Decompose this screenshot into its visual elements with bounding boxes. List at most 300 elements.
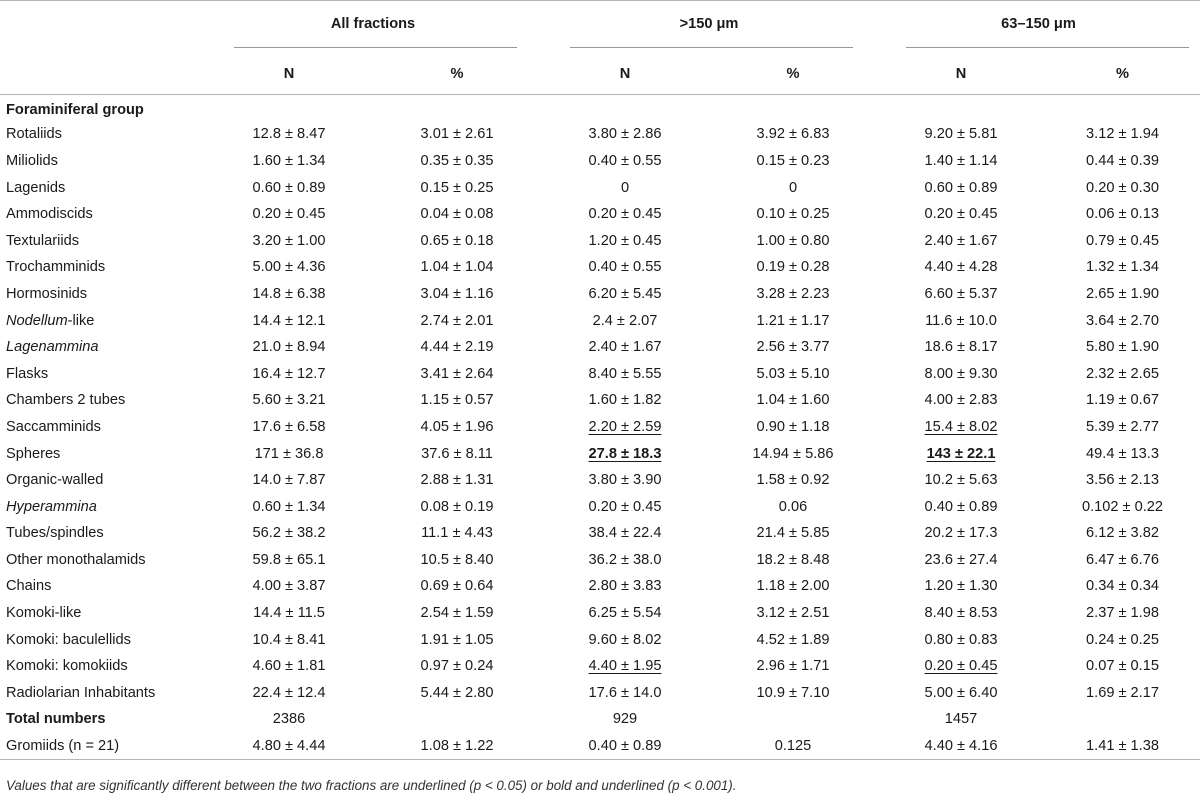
- cell-value: 0: [620, 179, 630, 196]
- row-label: [0, 733, 205, 760]
- table-row: [0, 414, 1200, 441]
- table-cell: [205, 201, 373, 228]
- cell-value: 0.06 ± 0.13: [1086, 206, 1159, 223]
- cell-value: 2.32 ± 2.65: [1086, 365, 1159, 382]
- table-cell: [205, 174, 373, 201]
- cell-value: 22.4 ± 12.4: [252, 684, 326, 701]
- cell-value: 14.0 ± 7.87: [252, 472, 326, 489]
- subheader-percent: %: [709, 55, 877, 95]
- cell-value: 14.4 ± 11.5: [253, 605, 325, 622]
- row-label: [0, 281, 205, 308]
- cell-value: 4.80 ± 4.44: [252, 737, 326, 754]
- row-label-text: Chains: [6, 578, 52, 595]
- cell-value: 1.19 ± 0.67: [1086, 392, 1159, 409]
- cell-value: 0.97 ± 0.24: [420, 658, 494, 675]
- cell-value: 21.0 ± 8.94: [252, 339, 326, 356]
- row-label-text: Textulariids: [6, 232, 79, 249]
- table-cell: [205, 733, 373, 760]
- cell-value: 0.90 ± 1.18: [756, 418, 830, 435]
- cell-value: 1.60 ± 1.82: [588, 392, 662, 409]
- cell-value: 929: [612, 711, 638, 728]
- cell-value: 0.60 ± 0.89: [252, 179, 326, 196]
- row-label-text: Total numbers: [6, 711, 106, 728]
- cell-value: 2.4 ± 2.07: [592, 312, 658, 329]
- table-cell: [373, 281, 541, 308]
- cell-value: 5.03 ± 5.10: [756, 365, 830, 382]
- cell-value: 3.01 ± 2.61: [420, 126, 494, 143]
- row-label: [0, 148, 205, 175]
- section-label: Foraminiferal group: [6, 102, 144, 119]
- table-cell: [205, 148, 373, 175]
- table-cell: [205, 706, 373, 733]
- cell-value: 1.08 ± 1.22: [420, 737, 494, 754]
- table-cell: [205, 227, 373, 254]
- subheader-percent: %: [373, 55, 541, 95]
- table-cell: [709, 174, 877, 201]
- table-cell: [373, 733, 541, 760]
- cell-value: 1.15 ± 0.57: [420, 392, 494, 409]
- table-row: [0, 440, 1200, 467]
- cell-value: 1.69 ± 2.17: [1086, 684, 1159, 701]
- cell-value: 2.96 ± 1.71: [756, 658, 830, 675]
- table-cell: [1045, 653, 1200, 680]
- table-cell: [541, 281, 709, 308]
- table-cell: [373, 520, 541, 547]
- table-cell: [205, 653, 373, 680]
- table-cell: [709, 467, 877, 494]
- cell-value: 11.1 ± 4.43: [421, 525, 493, 542]
- table-cell: [205, 573, 373, 600]
- cell-value: 1.60 ± 1.34: [252, 152, 326, 169]
- row-label: [0, 334, 205, 361]
- cell-value: 6.47 ± 6.76: [1086, 551, 1159, 568]
- row-label: [0, 307, 205, 334]
- cell-value: 1.32 ± 1.34: [1086, 259, 1159, 276]
- cell-value: 1.04 ± 1.04: [420, 259, 494, 276]
- cell-value: 6.20 ± 5.45: [588, 285, 662, 302]
- row-label-text: Komoki-like: [6, 605, 82, 622]
- table-cell: [1045, 281, 1200, 308]
- table-cell: [541, 440, 709, 467]
- table-cell: [1045, 706, 1200, 733]
- row-label-text: Radiolarian Inhabitants: [6, 684, 156, 701]
- table-row: [0, 706, 1200, 733]
- cell-value: 59.8 ± 65.1: [252, 551, 326, 568]
- cell-value: 14.8 ± 6.38: [252, 285, 326, 302]
- table-cell: [1045, 201, 1200, 228]
- cell-value: 4.52 ± 1.89: [756, 631, 830, 648]
- cell-value: 4.00 ± 2.83: [924, 392, 998, 409]
- table-cell: [373, 600, 541, 627]
- table-cell: [373, 653, 541, 680]
- table-body: [0, 95, 1200, 760]
- cell-value: 0.80 ± 0.83: [924, 631, 998, 648]
- table-cell: [205, 360, 373, 387]
- table-cell: [541, 387, 709, 414]
- table-cell: [373, 547, 541, 574]
- table-cell: [877, 600, 1045, 627]
- cell-value: 2.20 ± 2.59: [588, 418, 662, 435]
- table-row: [0, 520, 1200, 547]
- cell-value: 8.40 ± 5.55: [588, 365, 662, 382]
- table-cell: [541, 520, 709, 547]
- cell-value: 0.40 ± 0.55: [588, 152, 662, 169]
- cell-value: 5.39 ± 2.77: [1086, 418, 1159, 435]
- table-row: [0, 307, 1200, 334]
- row-label-text: Other monothalamids: [6, 551, 146, 568]
- table-cell: [1045, 440, 1200, 467]
- table-cell: [541, 493, 709, 520]
- row-label: [0, 653, 205, 680]
- table-cell: [1045, 414, 1200, 441]
- cell-value: 4.00 ± 3.87: [252, 578, 326, 595]
- table-cell: [205, 467, 373, 494]
- cell-value: 6.12 ± 3.82: [1086, 525, 1159, 542]
- cell-value: 9.20 ± 5.81: [924, 126, 998, 143]
- table-cell: [709, 626, 877, 653]
- table-cell: [541, 547, 709, 574]
- table-cell: [709, 334, 877, 361]
- row-label-text: Flasks: [6, 365, 49, 382]
- table-cell: [877, 254, 1045, 281]
- cell-value: 23.6 ± 27.4: [924, 551, 998, 568]
- row-label-text: Tubes/spindles: [6, 525, 104, 542]
- cell-value: 3.04 ± 1.16: [420, 285, 494, 302]
- cell-value: 18.2 ± 8.48: [756, 551, 830, 568]
- cell-value: 3.56 ± 2.13: [1086, 472, 1159, 489]
- cell-value: 0.06: [778, 498, 808, 515]
- table-row: [0, 334, 1200, 361]
- table-cell: [709, 227, 877, 254]
- cell-value: 2.65 ± 1.90: [1086, 285, 1159, 302]
- cell-value: 3.92 ± 6.83: [756, 126, 830, 143]
- table-cell: [709, 573, 877, 600]
- table-cell: [877, 227, 1045, 254]
- cell-value: 0.20 ± 0.45: [924, 658, 998, 675]
- cell-value: 1.20 ± 1.30: [924, 578, 998, 595]
- cell-value: 5.80 ± 1.90: [1086, 339, 1159, 356]
- table-cell: [373, 414, 541, 441]
- table-cell: [877, 573, 1045, 600]
- cell-value: 0.40 ± 0.89: [588, 737, 662, 754]
- table-cell: [373, 387, 541, 414]
- table-cell: [709, 706, 877, 733]
- table-cell: [205, 547, 373, 574]
- group-underline-63-150: [906, 47, 1189, 48]
- cell-value: 21.4 ± 5.85: [756, 525, 830, 542]
- table-row: [0, 201, 1200, 228]
- table-cell: [1045, 520, 1200, 547]
- cell-value: 3.80 ± 3.90: [588, 472, 662, 489]
- cell-value: 5.00 ± 6.40: [924, 684, 998, 701]
- table-cell: [541, 414, 709, 441]
- cell-value: 3.28 ± 2.23: [756, 285, 830, 302]
- row-label-text: Chambers 2 tubes: [6, 392, 126, 409]
- table-cell: [205, 440, 373, 467]
- table-cell: [205, 307, 373, 334]
- table-cell: [373, 148, 541, 175]
- row-label: [0, 467, 205, 494]
- cell-value: 0.44 ± 0.39: [1086, 152, 1159, 169]
- table-cell: [373, 680, 541, 707]
- cell-value: 10.2 ± 5.63: [924, 472, 998, 489]
- row-label: [0, 626, 205, 653]
- cell-value: 4.60 ± 1.81: [252, 658, 326, 675]
- table-cell: [205, 414, 373, 441]
- table-cell: [877, 307, 1045, 334]
- row-label: [0, 680, 205, 707]
- cell-value: 8.40 ± 8.53: [924, 605, 998, 622]
- table-cell: [1045, 626, 1200, 653]
- cell-value: 17.6 ± 6.58: [252, 418, 326, 435]
- cell-value: 3.41 ± 2.64: [420, 365, 494, 382]
- table-cell: [1045, 573, 1200, 600]
- table-cell: [373, 626, 541, 653]
- cell-value: 6.60 ± 5.37: [924, 285, 998, 302]
- table-cell: [877, 520, 1045, 547]
- row-label: [0, 706, 205, 733]
- cell-value: 0.20 ± 0.45: [924, 206, 998, 223]
- table-cell: [205, 520, 373, 547]
- cell-value: 2.56 ± 3.77: [756, 339, 830, 356]
- table-row: [0, 467, 1200, 494]
- cell-value: 2.80 ± 3.83: [588, 578, 662, 595]
- row-label: [0, 520, 205, 547]
- table-cell: [541, 626, 709, 653]
- cell-value: 3.64 ± 2.70: [1086, 312, 1159, 329]
- table-cell: [373, 573, 541, 600]
- group-underline-over-150: [570, 47, 853, 48]
- table-cell: [709, 148, 877, 175]
- cell-value: 12.8 ± 8.47: [252, 126, 326, 143]
- table-cell: [1045, 467, 1200, 494]
- table-row: [0, 148, 1200, 175]
- table-cell: [541, 573, 709, 600]
- table-cell: [1045, 733, 1200, 760]
- table-cell: [541, 600, 709, 627]
- table-cell: [1045, 600, 1200, 627]
- table-cell: [877, 547, 1045, 574]
- table-cell: [541, 653, 709, 680]
- cell-value: 0.20 ± 0.45: [588, 498, 662, 515]
- cell-value: 2.54 ± 1.59: [420, 605, 494, 622]
- cell-value: 18.6 ± 8.17: [924, 339, 998, 356]
- table-cell: [373, 307, 541, 334]
- table-cell: [709, 520, 877, 547]
- cell-value: 2.74 ± 2.01: [420, 312, 494, 329]
- cell-value: 0.35 ± 0.35: [420, 152, 494, 169]
- table-cell: [1045, 227, 1200, 254]
- cell-value: 1457: [944, 711, 978, 728]
- table-row: [0, 227, 1200, 254]
- cell-value: 1.58 ± 0.92: [756, 472, 830, 489]
- table-row: [0, 121, 1200, 148]
- table-cell: [877, 733, 1045, 760]
- table-cell: [541, 706, 709, 733]
- cell-value: 0.34 ± 0.34: [1086, 578, 1159, 595]
- table-cell: [709, 733, 877, 760]
- table-cell: [205, 387, 373, 414]
- cell-value: 0.69 ± 0.64: [420, 578, 494, 595]
- cell-value: 0.79 ± 0.45: [1086, 232, 1159, 249]
- table-cell: [205, 626, 373, 653]
- table-cell: [1045, 254, 1200, 281]
- cell-value: 10.9 ± 7.10: [756, 684, 830, 701]
- corner-header: [0, 0, 205, 51]
- row-label: [0, 573, 205, 600]
- row-label: [0, 440, 205, 467]
- cell-value: 0: [788, 179, 798, 196]
- cell-value: 3.12 ± 2.51: [756, 605, 830, 622]
- table-row: [0, 680, 1200, 707]
- table-cell: [709, 680, 877, 707]
- table-cell: [709, 493, 877, 520]
- table-cell: [541, 733, 709, 760]
- table-cell: [1045, 360, 1200, 387]
- table-cell: [373, 201, 541, 228]
- cell-value: 4.40 ± 1.95: [588, 658, 662, 675]
- cell-value: 6.25 ± 5.54: [588, 605, 662, 622]
- table-cell: [541, 227, 709, 254]
- cell-value: 0.40 ± 0.55: [588, 259, 662, 276]
- cell-value: 37.6 ± 8.11: [421, 445, 493, 462]
- table-row: [0, 733, 1200, 760]
- table-cell: [877, 680, 1045, 707]
- cell-value: 1.41 ± 1.38: [1086, 737, 1159, 754]
- row-label-text: Komoki: baculellids: [6, 631, 131, 648]
- table-cell: [541, 148, 709, 175]
- table-cell: [1045, 547, 1200, 574]
- row-label: [0, 600, 205, 627]
- cell-value: 0.20 ± 0.30: [1086, 179, 1159, 196]
- row-label-text: Miliolids: [6, 152, 58, 169]
- table-cell: [205, 281, 373, 308]
- table-cell: [877, 148, 1045, 175]
- table-row: [0, 174, 1200, 201]
- subheader-percent: %: [1045, 55, 1200, 95]
- table-cell: [877, 387, 1045, 414]
- cell-value: 1.18 ± 2.00: [756, 578, 830, 595]
- table-cell: [709, 440, 877, 467]
- table-cell: [877, 174, 1045, 201]
- table-cell: [373, 467, 541, 494]
- cell-value: 2386: [272, 711, 306, 728]
- table-cell: [541, 680, 709, 707]
- group-underline-all-fractions: [234, 47, 517, 48]
- cell-value: 4.05 ± 1.96: [420, 418, 494, 435]
- row-label-text: Gromiids (n = 21): [6, 737, 120, 754]
- group-header-all-fractions: All fractions: [205, 0, 541, 51]
- table-cell: [541, 334, 709, 361]
- table-cell: [373, 440, 541, 467]
- table-cell: [541, 360, 709, 387]
- row-label-italic: Nodellum: [6, 312, 68, 329]
- cell-value: 3.12 ± 1.94: [1086, 126, 1159, 143]
- subheader-n: N: [205, 55, 373, 95]
- row-label-text: Spheres: [6, 445, 61, 462]
- cell-value: 171 ± 36.8: [254, 445, 324, 462]
- table-cell: [373, 334, 541, 361]
- row-label: [0, 201, 205, 228]
- table-cell: [373, 706, 541, 733]
- cell-value: 1.20 ± 0.45: [588, 232, 662, 249]
- group-header-63-150: 63–150 μm: [877, 0, 1200, 51]
- cell-value: 2.88 ± 1.31: [420, 472, 494, 489]
- row-label: [0, 174, 205, 201]
- table-cell: [205, 334, 373, 361]
- row-label-text: Komoki: komokiids: [6, 658, 128, 675]
- row-label: [0, 414, 205, 441]
- cell-value: 49.4 ± 13.3: [1086, 445, 1159, 462]
- row-label: [0, 360, 205, 387]
- group-header-over-150: >150 μm: [541, 0, 877, 51]
- cell-value: 17.6 ± 14.0: [588, 684, 662, 701]
- table-cell: [709, 600, 877, 627]
- cell-value: 11.6 ± 10.0: [925, 312, 997, 329]
- row-label: [0, 227, 205, 254]
- table-cell: [709, 547, 877, 574]
- cell-value: 38.4 ± 22.4: [588, 525, 662, 542]
- subheader-blank: [0, 55, 205, 95]
- table-cell: [1045, 680, 1200, 707]
- table-cell: [205, 493, 373, 520]
- cell-value: 20.2 ± 17.3: [924, 525, 998, 542]
- cell-value: 0.20 ± 0.45: [252, 206, 326, 223]
- table-cell: [877, 440, 1045, 467]
- table-cell: [877, 334, 1045, 361]
- table-cell: [541, 121, 709, 148]
- cell-value: 10.5 ± 8.40: [420, 551, 494, 568]
- cell-value: 15.4 ± 8.02: [924, 418, 998, 435]
- table-row: [0, 360, 1200, 387]
- table-cell: [1045, 334, 1200, 361]
- table-cell: [709, 653, 877, 680]
- row-label-text: Lagenids: [6, 179, 66, 196]
- cell-value: 4.40 ± 4.16: [924, 737, 998, 754]
- table-cell: [373, 174, 541, 201]
- row-label-text: -like: [67, 312, 95, 329]
- row-label: [0, 254, 205, 281]
- cell-value: 5.60 ± 3.21: [252, 392, 326, 409]
- table-row: [0, 626, 1200, 653]
- subheader-n: N: [877, 55, 1045, 95]
- cell-value: 1.40 ± 1.14: [924, 152, 998, 169]
- table-row: [0, 573, 1200, 600]
- table-cell: [373, 360, 541, 387]
- table-cell: [205, 121, 373, 148]
- cell-value: 0.60 ± 1.34: [252, 498, 326, 515]
- cell-value: 0.15 ± 0.23: [756, 152, 830, 169]
- cell-value: 2.37 ± 1.98: [1086, 605, 1159, 622]
- cell-value: 4.40 ± 4.28: [924, 259, 998, 276]
- row-label: [0, 547, 205, 574]
- cell-value: 3.20 ± 1.00: [252, 232, 326, 249]
- table-cell: [709, 254, 877, 281]
- table-cell: [877, 360, 1045, 387]
- table-cell: [877, 706, 1045, 733]
- cell-value: 10.4 ± 8.41: [252, 631, 326, 648]
- cell-value: 0.125: [774, 737, 812, 754]
- row-label-text: Organic-walled: [6, 472, 104, 489]
- cell-value: 0.24 ± 0.25: [1086, 631, 1159, 648]
- row-label: [0, 121, 205, 148]
- cell-value: 16.4 ± 12.7: [252, 365, 326, 382]
- row-label-italic: Lagenammina: [6, 339, 99, 356]
- cell-value: 1.00 ± 0.80: [756, 232, 830, 249]
- table-cell: [709, 201, 877, 228]
- cell-value: 0.07 ± 0.15: [1086, 658, 1159, 675]
- cell-value: 14.4 ± 12.1: [252, 312, 326, 329]
